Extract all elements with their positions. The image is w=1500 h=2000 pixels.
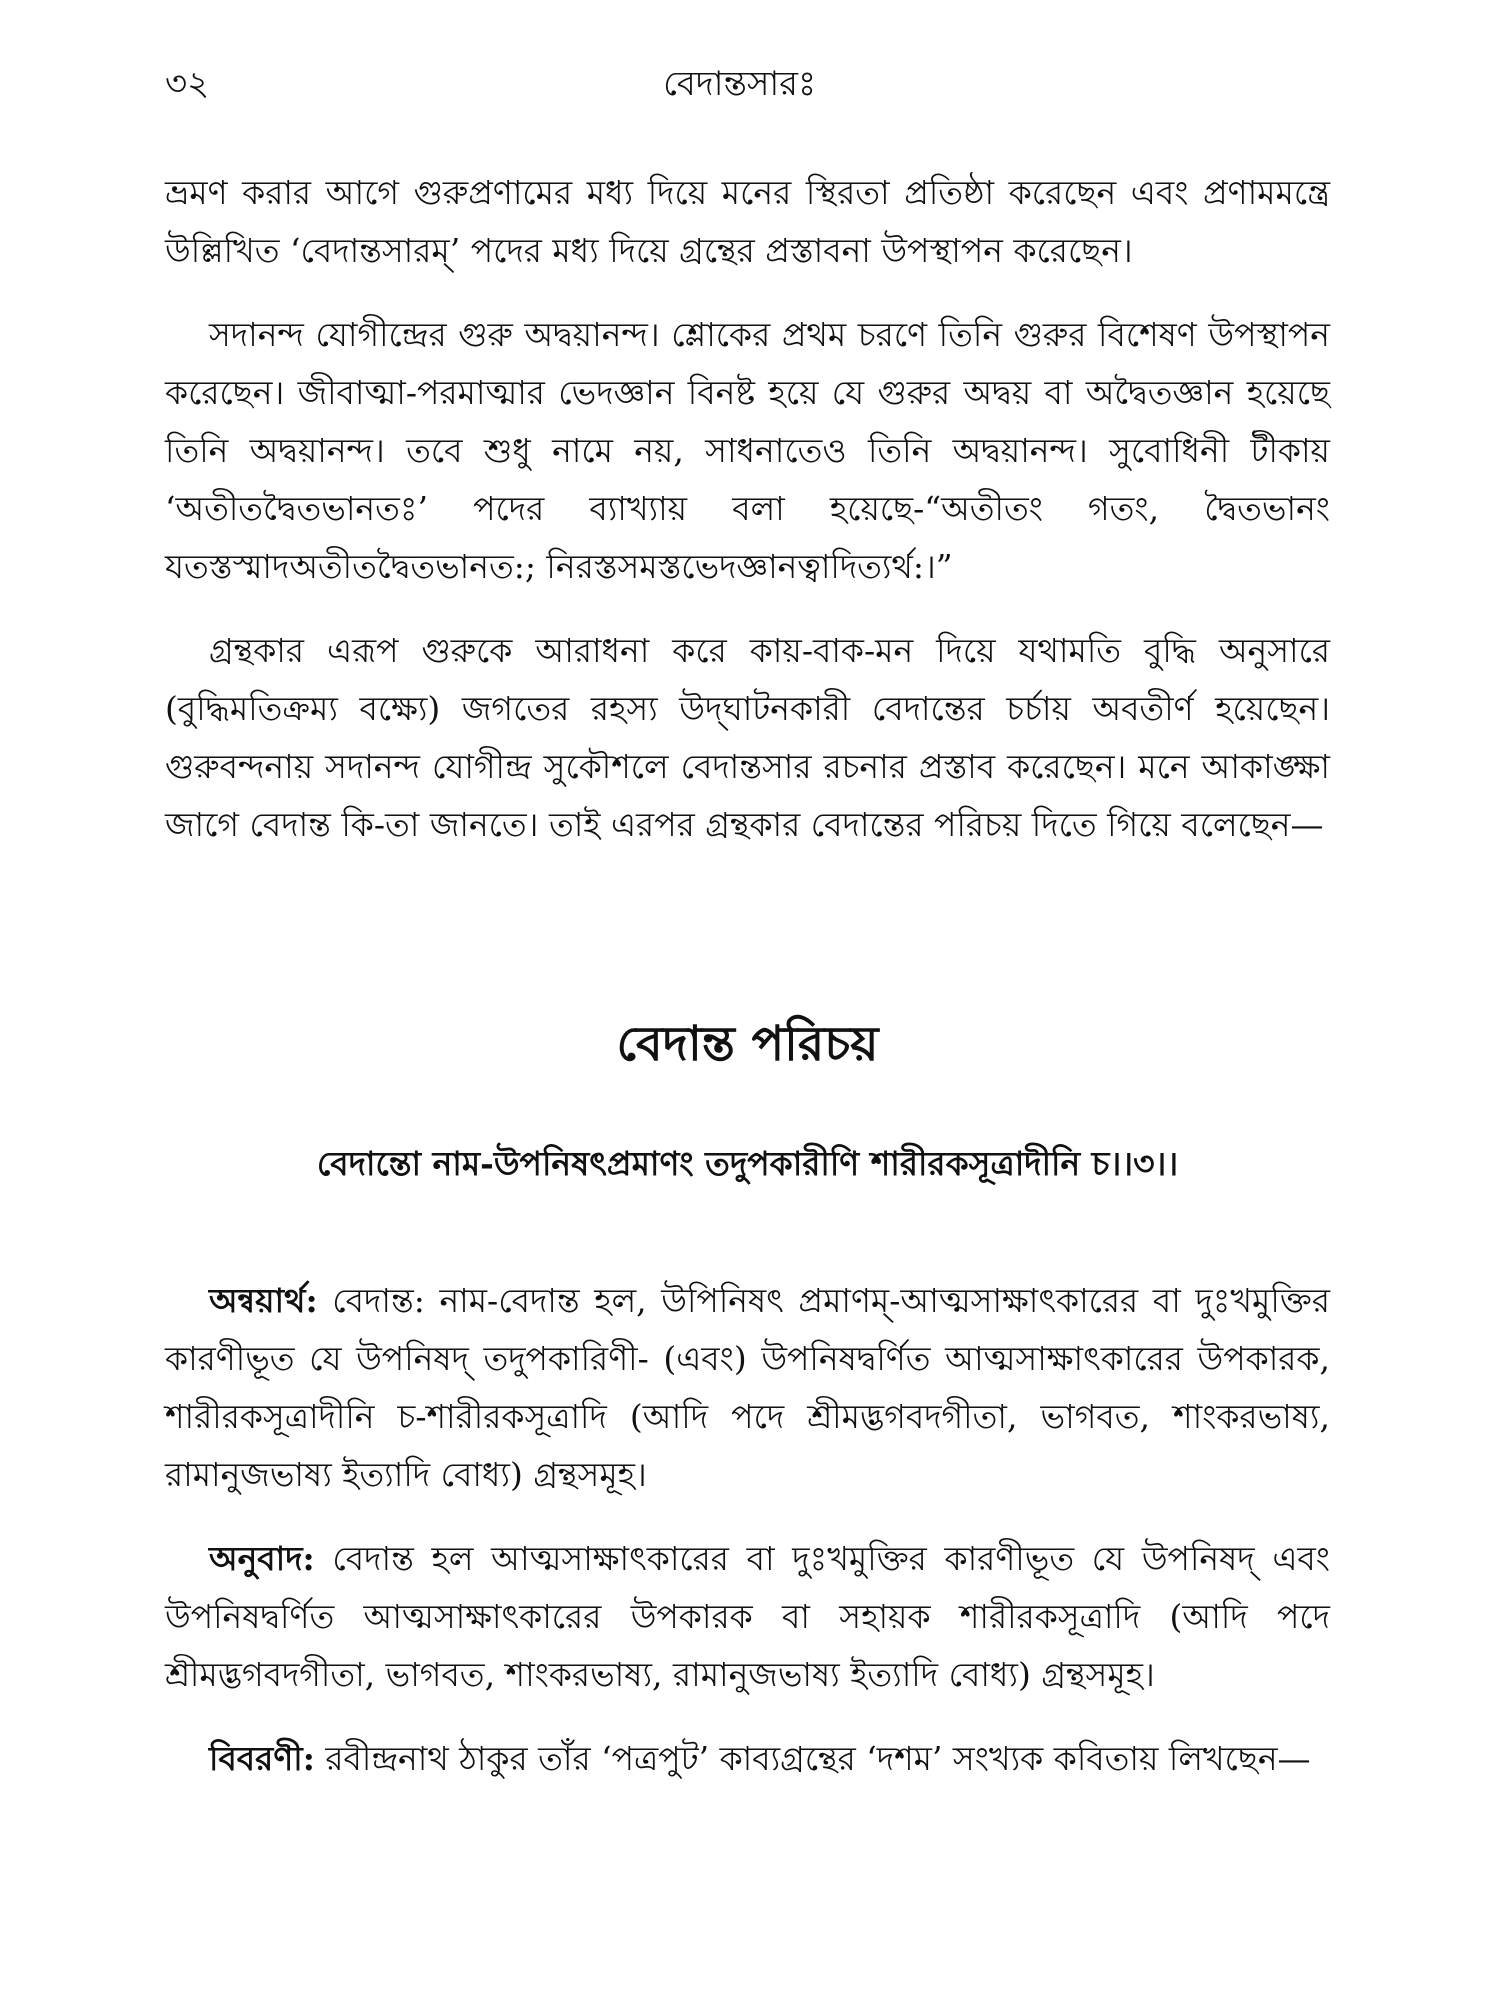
anubad-label: অনুবাদ: (209, 1539, 315, 1578)
page-number: ৩২ (165, 64, 210, 104)
anubad-text: বেদান্ত হল আত্মসাক্ষাৎকারের বা দুঃখমুক্তির কারণীভূত যে উপনিষদ্ এবং উপনিষদ্বর্ণিত আত্মসাক্ষাৎকারের উপকারক বা সহায়ক শারীরকসূত্রাদি (আদি পদে শ্রীমদ্ভগবদগীতা, ভাগবত, শাংকরভাষ্য, রামানুজভাষ্য ইত্যাদি বোধ্য) গ্রন্থসমূহ। (165, 1539, 1330, 1694)
anvayartha-text: বেদান্ত: নাম-বেদান্ত হল, উপিনিষৎ প্রমাণম্-আত্মসাক্ষাৎকারের বা দুঃখমুক্তির কারণীভূত যে উপনিষদ্ তদুপকারিণী- (এবং) উপনিষদ্বর্ণিত আত্মসাক্ষাৎকারের উপকারক, শারীরকসূত্রাদীনি চ-শারীরকসূত্রাদি (আদি পদে শ্রীমদ্ভগবদগীতা, ভাগবত, শাংকরভাষ্য, রামানুজভাষ্য ইত্যাদি বোধ্য) গ্রন্থসমূহ। (165, 1281, 1330, 1494)
paragraph-2: সদানন্দ যোগীন্দ্রের গুরু অদ্বয়ানন্দ। শ্লোকের প্রথম চরণে তিনি গুরুর বিশেষণ উপস্থাপন করেছেন। জীবাত্মা-পরমাত্মার ভেদজ্ঞান বিনষ্ট হয়ে যে গুরুর অদ্বয় বা অদ্বৈতজ্ঞান হয়েছে তিনি অদ্বয়ানন্দ। তবে শুধু নামে নয়, সাধনাতেও তিনি অদ্বয়ানন্দ। সুবোধিনী টীকায় ‘অতীতদ্বৈতভানতঃ’ পদের ব্যাখ্যায় বলা হয়েছে-“অতীতং গতং, দ্বৈতভানং যতস্তস্মাদঅতীতদ্বৈতভানত:; নিরস্তসমস্তভেদজ্ঞানত্বাদিত্যর্থ:।” (165, 315, 1330, 586)
paragraph-3: গ্রন্থকার এরূপ গুরুকে আরাধনা করে কায়-বাক-মন দিয়ে যথামতি বুদ্ধি অনুসারে (বুদ্ধিমতিক্রম্য বক্ষ্যে) জগতের রহস্য উদ্‌ঘাটনকারী বেদান্তের চর্চায় অবতীর্ণ হয়েছেন। গুরুবন্দনায় সদানন্দ যোগীন্দ্র সুকৌশলে বেদান্তসার রচনার প্রস্তাব করেছেন। মনে আকাঙ্ক্ষা জাগে বেদান্ত কি-তা জানতে। তাই এরপর গ্রন্থকার বেদান্তের পরিচয় দিতে গিয়ে বলেছেন— (165, 631, 1330, 844)
page-header (165, 60, 1330, 116)
bibarani-text: রবীন্দ্রনাথ ঠাকুর তাঁর ‘পত্রপুট’ কাব্যগ্রন্থের ‘দশম’ সংখ্যক কবিতায় লিখছেন— (314, 1739, 1311, 1778)
running-title: বেদান্তসারঃ (663, 64, 817, 104)
verse-line: বেদান্তো নাম-উপনিষৎপ্রমাণং তদুপকারীণি শারীরকসূত্রাদীনি চ।।৩।। (316, 1144, 1179, 1183)
paragraph-1: ভ্রমণ করার আগে গুরুপ্রণামের মধ্য দিয়ে মনের স্থিরতা প্রতিষ্ঠা করেছেন এবং প্রণামমন্ত্রে উল্লিখিত ‘বেদান্তসারম্’ পদের মধ্য দিয়ে গ্রন্থের প্রস্তাবনা উপস্থাপন করেছেন। (165, 173, 1330, 270)
section-title: বেদান্ত পরিচয় (616, 1016, 879, 1072)
anvayartha-label: অন্বয়ার্থ: (209, 1281, 318, 1320)
anvayartha-paragraph (165, 1272, 1330, 1504)
book-page (165, 60, 1330, 1788)
bibarani-paragraph (165, 1730, 1330, 1788)
bibarani-label: বিবরণী: (209, 1739, 315, 1778)
anubad-paragraph (165, 1530, 1330, 1704)
